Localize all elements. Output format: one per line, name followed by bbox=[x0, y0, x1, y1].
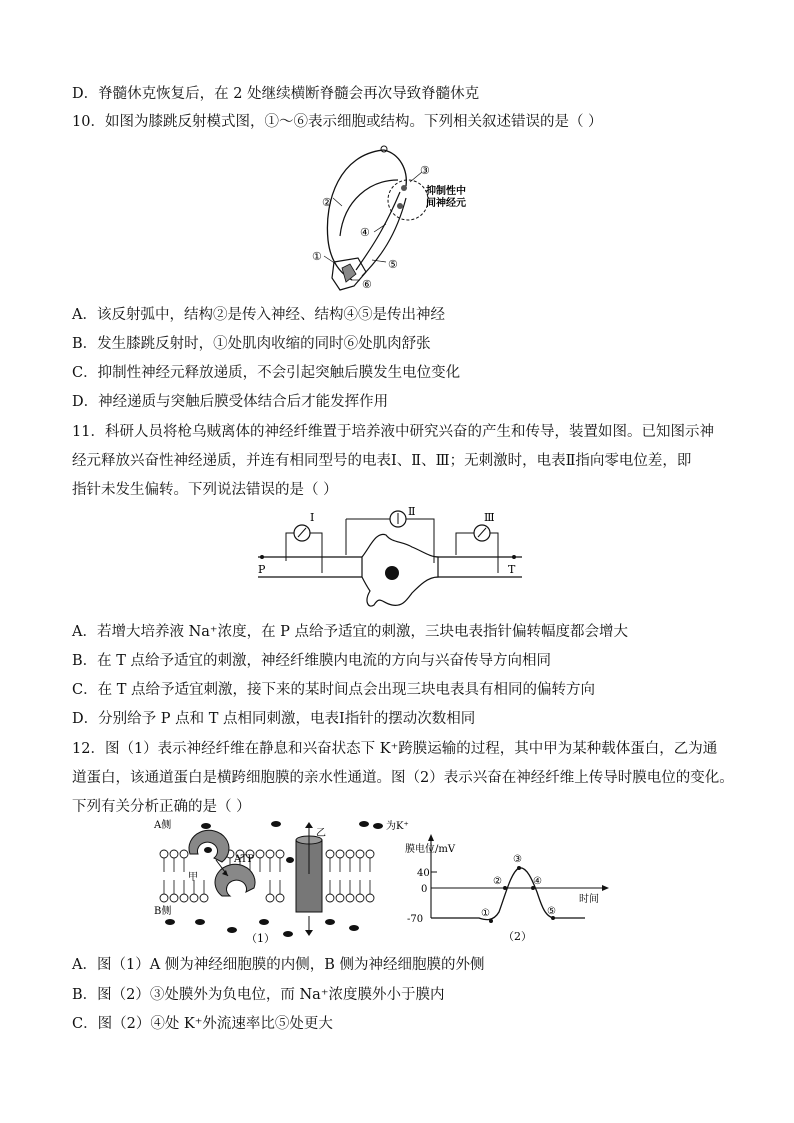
meter-1-label: Ⅰ bbox=[310, 511, 315, 524]
fig2-caption: （2） bbox=[503, 930, 532, 943]
q12-option-c: C．图（2）④处 K⁺外流速率比⑤处更大 bbox=[72, 1016, 333, 1032]
q10-option-d: D．神经递质与突触后膜受体结合后才能发挥作用 bbox=[72, 394, 389, 410]
q12-option-a: A．图（1）A 侧为神经细胞膜的内侧，B 侧为神经细胞膜的外侧 bbox=[72, 957, 485, 973]
label-6: ⑥ bbox=[362, 278, 372, 291]
neuron-meter-diagram bbox=[252, 505, 532, 613]
x-axis-label: 时间 bbox=[579, 894, 599, 905]
label-2: ② bbox=[322, 196, 332, 209]
q11-stem-line1: 11．科研人员将枪乌贼离体的神经纤维置于培养液中研究兴奋的产生和传导，装置如图。已知图示神 bbox=[72, 424, 714, 440]
membrane-potential-graph bbox=[405, 832, 615, 944]
q11-stem-line3: 指针未发生偏转。下列说法错误的是（ ） bbox=[72, 482, 338, 498]
point-t-label: T bbox=[508, 563, 516, 576]
point-p-label: P bbox=[258, 563, 266, 576]
q11-option-d: D．分别给予 P 点和 T 点相同刺激，电表Ⅰ指针的摆动次数相同 bbox=[72, 711, 476, 727]
label-4: ④ bbox=[360, 226, 370, 239]
q12-stem-line3: 下列有关分析正确的是（ ） bbox=[72, 799, 251, 815]
inhibitory-label-2: 间神经元 bbox=[426, 198, 466, 209]
y-axis-label: 膜电位/mV bbox=[405, 844, 456, 855]
point-1: ① bbox=[481, 908, 490, 919]
q12-option-b: B．图（2）③处膜外为负电位，而 Na⁺浓度膜外小于膜内 bbox=[72, 987, 445, 1003]
q11-option-b: B．在 T 点给予适宜的刺激，神经纤维膜内电流的方向与兴奋传导方向相同 bbox=[72, 653, 552, 669]
y-tick-40: 40 bbox=[417, 868, 430, 879]
q11-stem-line2: 经元释放兴奋性神经递质，并连有相同型号的电表Ⅰ、Ⅱ、Ⅲ；无刺激时，电表Ⅱ指向零电位差，即 bbox=[72, 453, 692, 469]
q11-option-a: A．若增大培养液 Na⁺浓度，在 P 点给予适宜的刺激，三块电表指针偏转幅度都会增大 bbox=[72, 624, 629, 640]
q9-option-d: D．脊髓休克恢复后，在 2 处继续横断脊髓会再次导致脊髓休克 bbox=[72, 86, 480, 102]
meter-2-label: Ⅱ bbox=[408, 505, 416, 518]
point-5: ⑤ bbox=[547, 906, 556, 917]
q12-stem-line2: 道蛋白，该通道蛋白是横跨细胞膜的亲水性通道。图（2）表示兴奋在神经纤维上传导时膜电位的变化。 bbox=[72, 770, 734, 786]
label-3: ③ bbox=[420, 164, 430, 177]
y-tick-minus70: -70 bbox=[407, 914, 424, 925]
q10-stem: 10．如图为膝跳反射模式图，①～⑥表示细胞或结构。下列相关叙述错误的是（ ） bbox=[72, 114, 603, 130]
q10-option-b: B．发生膝跳反射时，①处肌肉收缩的同时⑥处肌肉舒张 bbox=[72, 336, 431, 352]
meter-3-label: Ⅲ bbox=[484, 511, 495, 524]
point-4: ④ bbox=[533, 876, 542, 887]
q10-option-a: A．该反射弧中，结构②是传入神经、结构④⑤是传出神经 bbox=[72, 307, 445, 323]
q11-option-c: C．在 T 点给予适宜刺激，接下来的某时间点会出现三块电表具有相同的偏转方向 bbox=[72, 682, 595, 698]
q12-stem-line1: 12．图（1）表示神经纤维在静息和兴奋状态下 K⁺跨膜运输的过程，其中甲为某种载体蛋白，乙为通 bbox=[72, 741, 718, 757]
side-a-label: A侧 bbox=[154, 820, 172, 831]
fig1-caption: （1） bbox=[246, 932, 275, 945]
jia-label: 甲 bbox=[188, 872, 198, 883]
label-5: ⑤ bbox=[388, 258, 398, 271]
yi-label: 乙 bbox=[316, 828, 326, 839]
point-2: ② bbox=[493, 876, 502, 887]
atp-label: ATP bbox=[234, 854, 255, 865]
inhibitory-label-1: 抑制性中 bbox=[426, 186, 466, 197]
y-tick-0: 0 bbox=[421, 884, 428, 895]
membrane-transport-diagram bbox=[150, 814, 409, 945]
side-b-label: B侧 bbox=[154, 906, 172, 917]
knee-jerk-reflex-diagram bbox=[300, 140, 470, 300]
label-1: ① bbox=[312, 250, 322, 263]
q10-option-c: C．抑制性神经元释放递质，不会引起突触后膜发生电位变化 bbox=[72, 365, 461, 381]
k-ion-legend: 为K⁺ bbox=[386, 821, 409, 832]
point-3: ③ bbox=[513, 854, 522, 865]
